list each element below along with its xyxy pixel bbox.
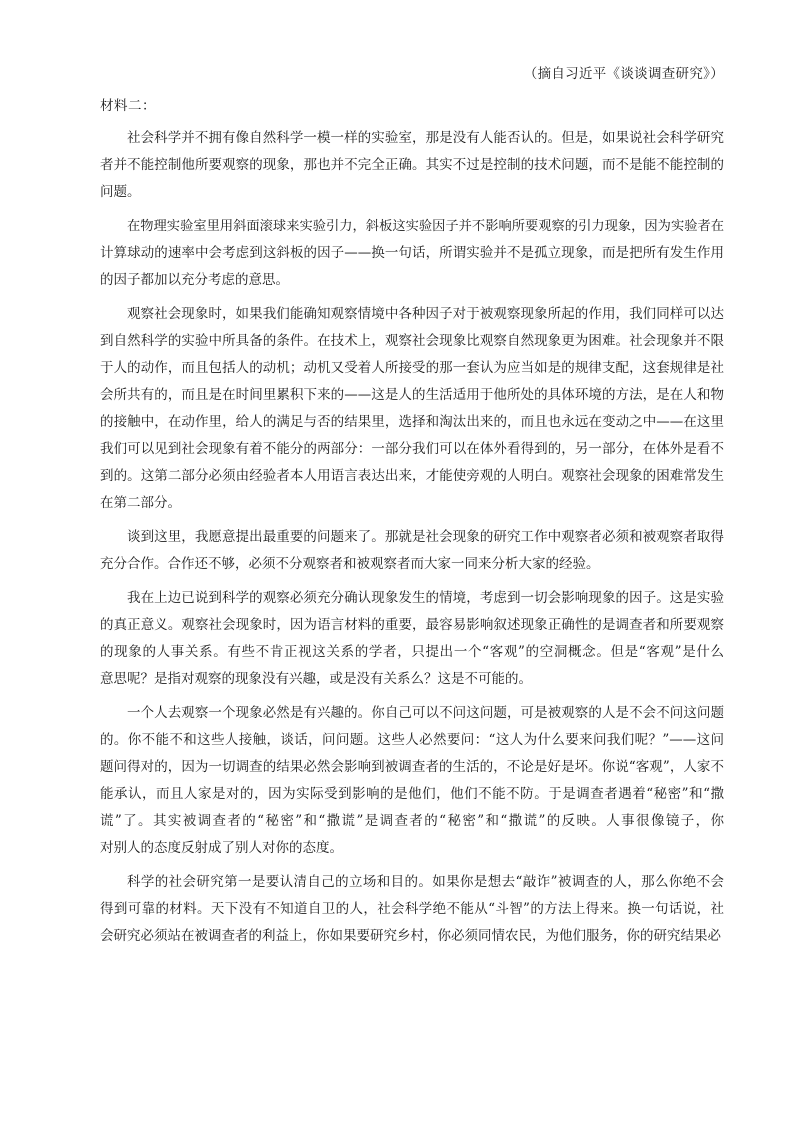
text-line: 在物理实验室里用斜面滚球来实验引力，斜板这实验因子并不影响所要观察的引力现象，因为实验者在 xyxy=(127,219,724,234)
text-line: 在第二部分。 xyxy=(100,495,181,511)
paragraph xyxy=(100,524,724,578)
text-line: 我们可以见到社会现象有着不能分的两部分：一部分我们可以在体外看得到的，另一部分，在体外是看不 xyxy=(100,441,724,457)
text-line: 意思呢？是指对观察的现象没有兴趣，或是没有关系么？这是不可能的。 xyxy=(100,671,532,687)
text-line: 谎”了。其实被调查者的“秘密”和“撒谎”是调查者的“秘密”和“撒谎”的反映。人事很像镜子，你 xyxy=(100,813,724,829)
text-line: 到自然科学的实验中所具备的条件。在技术上，观察社会现象比观察自然现象更为困难。社会现象并不限 xyxy=(100,333,724,349)
text-line: 问题。 xyxy=(100,184,141,200)
paragraph xyxy=(100,869,724,950)
text-line: 观察社会现象时，如果我们能确知观察情境中各种因子对于被观察现象所起的作用，我们同样可以达 xyxy=(127,306,724,322)
text-line: 的。你不能不和这些人接触，谈话，问问题。这些人必然要问：“这人为什么要来问我们呢？”——这问 xyxy=(100,732,724,748)
text-line: 的因子都加以充分考虑的意思。 xyxy=(100,272,289,288)
text-line: 者并不能控制他所要观察的现象，那也并不完全正确。其实不过是控制的技术问题，而不是能不能控制的 xyxy=(100,157,724,173)
text-line: 一个人去观察一个现象必然是有兴趣的。你自己可以不问这问题，可是被观察的人是不会不问这问题 xyxy=(127,705,724,721)
text-line: 会所共有的，而且是在时间里累积下来的——这是人的生活适用于他所处的具体环境的方法，是在人和物 xyxy=(100,387,724,403)
paragraph xyxy=(100,125,724,206)
text-line: 社会科学并不拥有像自然科学一模一样的实验室，那是没有人能否认的。但是，如果说社会科学研究 xyxy=(127,130,724,146)
section-heading: 材料二： xyxy=(100,98,156,114)
text-line: 谈到这里，我愿意提出最重要的问题来了。那就是社会现象的研究工作中观察者必须和被观察者取得 xyxy=(127,529,724,545)
document-page xyxy=(100,62,724,957)
paragraph xyxy=(100,213,724,294)
text-line: 到的。这第二部分必须由经验者本人用语言表达出来，才能使旁观的人明白。观察社会现象的困难常发生 xyxy=(100,468,724,484)
source-citation: （摘自习近平《谈谈调查研究》） xyxy=(523,66,724,82)
body-paragraphs xyxy=(100,125,724,950)
paragraph xyxy=(100,700,724,862)
text-line: 充分合作。合作还不够，必须不分观察者和被观察者而大家一同来分析大家的经验。 xyxy=(100,556,600,572)
text-line: 于人的动作，而且包括人的动机；动机又受着人所接受的那一套认为应当如是的规律支配，这套规律是社 xyxy=(100,360,724,376)
text-line: 的接触中，在动作里，给人的满足与否的结果里，选择和淘汰出来的，而且也永远在变动之中——在这里 xyxy=(100,414,724,430)
paragraph xyxy=(100,585,724,693)
paragraph xyxy=(100,301,724,517)
text-line: 题问得对的，因为一切调查的结果必然会影响到被调查者的生活的，不论是好是坏。你说“客观”，人家不 xyxy=(100,759,724,775)
text-line: 对别人的态度反射成了别人对你的态度。 xyxy=(100,840,343,856)
text-line: 我在上边已说到科学的观察必须充分确认现象发生的情境，考虑到一切会影响现象的因子。这是实验 xyxy=(127,590,724,606)
text-line: 计算球动的速率中会考虑到这斜板的因子——换一句话，所谓实验并不是孤立现象，而是把所有发生作用 xyxy=(100,245,724,261)
text-line: 能承认，而且人家是对的，因为实际受到影响的是他们，他们不能不防。于是调查者遇着“秘密”和“撒 xyxy=(100,786,724,802)
text-line: 得到可靠的材料。天下没有不知道自卫的人，社会科学绝不能从“斗智”的方法上得来。换一句话说，社 xyxy=(100,901,724,917)
text-line: 科学的社会研究第一是要认清自己的立场和目的。如果你是想去“敲诈”被调查的人，那么你绝不会 xyxy=(127,874,724,890)
text-line: 的现象的人事关系。有些不肯正视这关系的学者，只提出一个“客观”的空洞概念。但是“客观”是什么 xyxy=(100,644,724,660)
text-line: 的真正意义。观察社会现象时，因为语言材料的重要，最容易影响叙述现象正确性的是调查者和所要观察 xyxy=(100,617,724,633)
text-line: 会研究必须站在被调查者的利益上，你如果要研究乡村，你必须同情农民，为他们服务，你的研究结果必 xyxy=(100,928,721,944)
